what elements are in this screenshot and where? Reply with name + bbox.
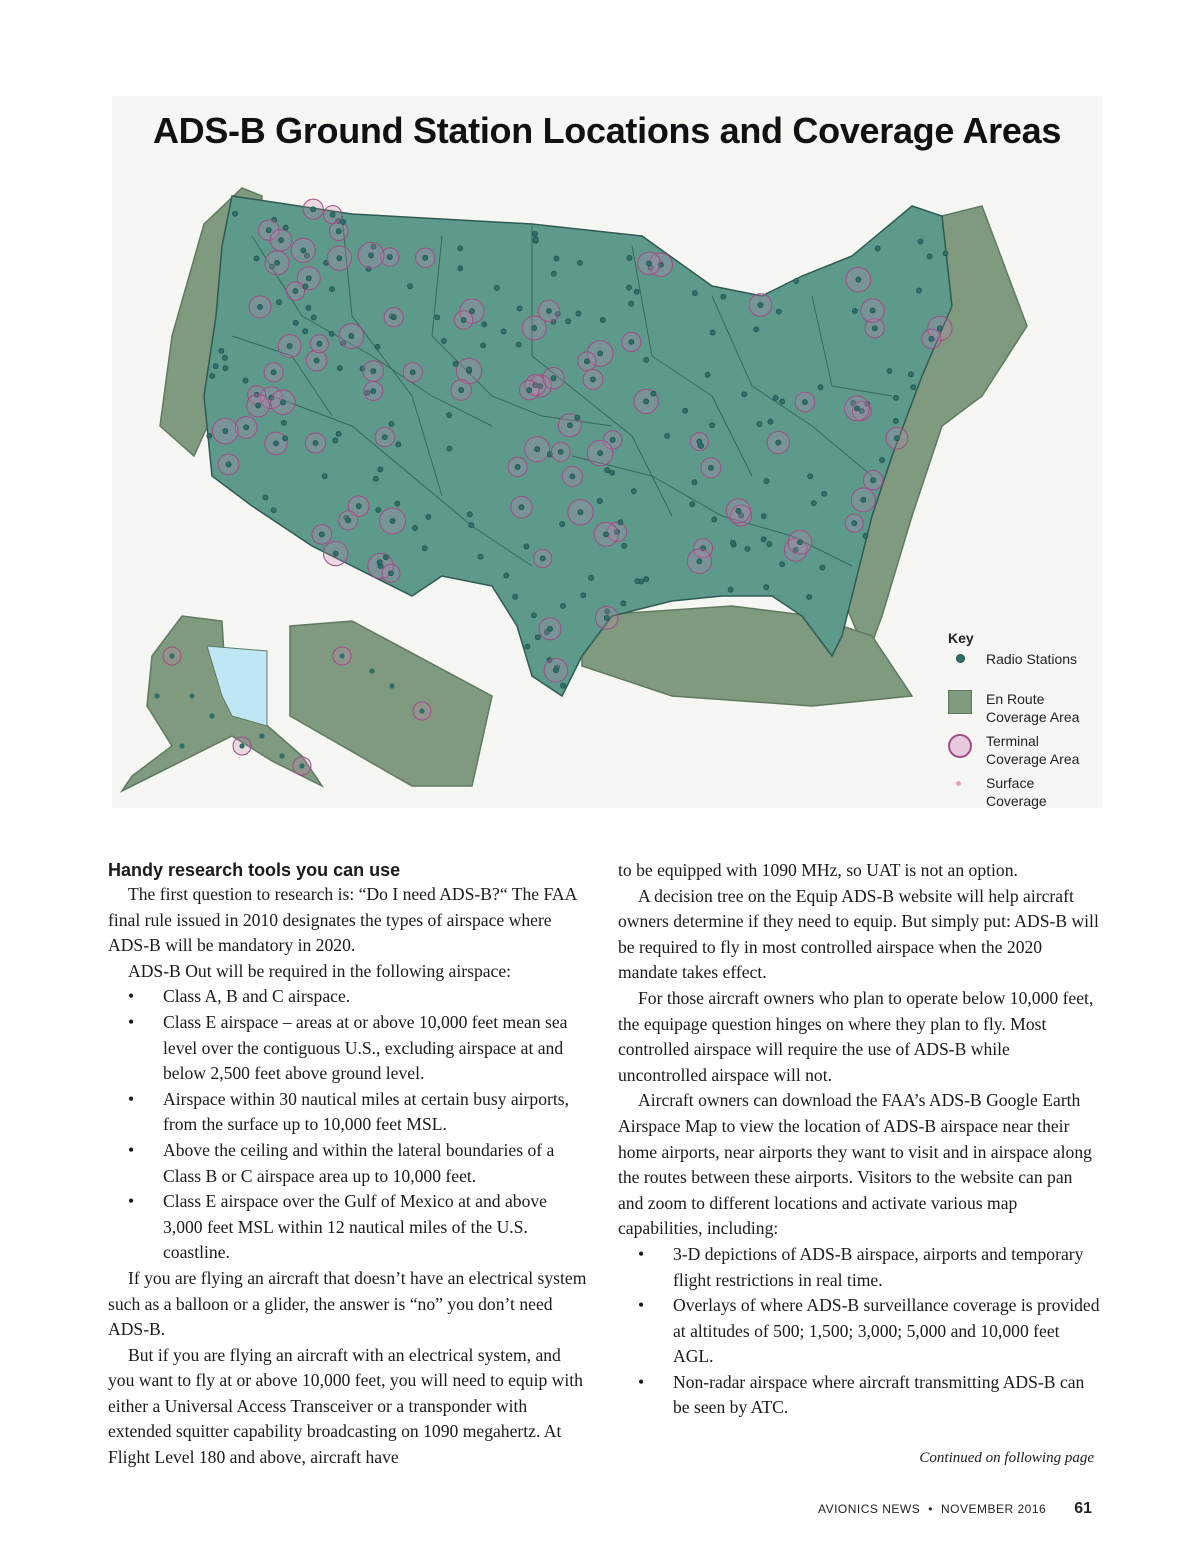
radio-station-dot (179, 743, 184, 748)
paragraph: The first question to research is: “Do I need ADS-B?“ The FAA final rule issued in 2010 designates the types of airspace where ADS-B will be mandatory in 2020. (108, 884, 577, 956)
radio-station-dot (239, 743, 244, 748)
publication-name: AVIONICS NEWS (817, 1502, 921, 1516)
radio-station-dot (780, 399, 785, 404)
radio-station-dot (391, 315, 396, 320)
article-left-column (108, 858, 588, 1471)
radio-station-dot (535, 635, 540, 640)
radio-station-dot (283, 225, 288, 230)
radio-station-dot (567, 423, 572, 428)
radio-station-dot (627, 255, 632, 260)
radio-station-dot (554, 256, 559, 261)
radio-station-dot (396, 442, 401, 447)
paragraph: A decision tree on the Equip ADS-B website will help aircraft owners determine if they need to equip. But simply put: ADS-B will be required to fly in most controlled airspace when the 2020 mandate takes effect. (618, 885, 1099, 983)
radio-station-dot (943, 251, 948, 256)
radio-station-dot (516, 342, 521, 347)
radio-station-dot (916, 288, 921, 293)
radio-station-dot (576, 311, 581, 316)
radio-station-dot (303, 284, 308, 289)
radio-station-dot (395, 501, 400, 506)
radio-station-dot (600, 317, 605, 322)
radio-station-dot (622, 543, 627, 548)
radio-station-dot (306, 276, 311, 281)
page-footer (818, 1500, 1092, 1518)
radio-station-dot (279, 753, 284, 758)
en-route-area-swatch-icon (948, 690, 972, 714)
radio-station-dot (447, 446, 452, 451)
hawaii-coverage-area (290, 621, 492, 786)
radio-station-dot (758, 302, 763, 307)
radio-station-dot (875, 246, 880, 251)
radio-station-dot (644, 577, 649, 582)
radio-station-dot (243, 378, 248, 383)
list-item: • Class A, B and C airspace. (108, 984, 588, 1010)
paragraph: to be equipped with 1090 MHz, so UAT is not an option. (618, 860, 1018, 880)
radio-station-dot (690, 502, 695, 507)
radio-station-dot (683, 408, 688, 413)
radio-station-dot (423, 255, 428, 260)
radio-station-dot (754, 327, 759, 332)
radio-station-dot (570, 474, 575, 479)
radio-station-dot (377, 560, 382, 565)
legend-label: Radio Stations (986, 651, 1078, 667)
list-item: • 3-D depictions of ADS-B airspace, airports and temporary flight restrictions in real time. (618, 1242, 1100, 1293)
bullet-list (108, 984, 588, 1266)
legend-label: Surface Coverage (986, 775, 1047, 809)
radio-station-dot (708, 465, 713, 470)
radio-station-dot (299, 763, 304, 768)
radio-station-dot (558, 449, 563, 454)
radio-station-dot (730, 540, 735, 545)
radio-station-dot (301, 248, 306, 253)
list-item: • Overlays of where ADS-B surveillance coverage is provided at altitudes of 500; 1,500; 3,000; 5,000 and 10,000 feet AGL. (618, 1293, 1100, 1370)
paragraph: If you are flying an aircraft that doesn’t have an electrical system such as a balloon or a glider, the answer is “no” you don’t need ADS-B. (108, 1267, 587, 1340)
radio-station-dot (257, 304, 262, 309)
radio-station-dot (419, 708, 424, 713)
radio-station-dot (369, 668, 374, 673)
radio-station-dot (551, 271, 556, 276)
list-item: • Class E airspace over the Gulf of Mexico at and above 3,000 feet MSL within 12 nautical miles of the U.S. coastline. (108, 1189, 588, 1266)
radio-station-dot (337, 365, 342, 370)
radio-station-dot (244, 425, 249, 430)
radio-station-dot (644, 399, 649, 404)
radio-station-dot (728, 587, 733, 592)
radio-station-dot (276, 300, 281, 305)
radio-station-dot (278, 238, 283, 243)
radio-station-dot (524, 544, 529, 549)
radio-station-dot (894, 436, 899, 441)
radio-station-dot (330, 212, 335, 217)
radio-station-dot (802, 399, 807, 404)
radio-station-dot (581, 593, 586, 598)
radio-station-dot (223, 428, 228, 433)
radio-station-dot (745, 546, 750, 551)
radio-station-dot (333, 551, 338, 556)
paragraph: ADS-B Out will be required in the following airspace: (128, 960, 512, 981)
radio-station-dot (697, 559, 702, 564)
radio-station-dot (469, 522, 474, 527)
radio-station-dot (535, 447, 540, 452)
radio-station-dot (293, 288, 298, 293)
radio-station-dot (389, 421, 394, 426)
radio-station-dot (546, 308, 551, 313)
radio-station-dot (435, 315, 440, 320)
radio-station-dot (226, 462, 231, 467)
radio-station-dot (322, 474, 327, 479)
section-heading: Handy research tools you can use (108, 860, 401, 880)
radio-station-dot (482, 322, 487, 327)
list-item: • Airspace within 30 nautical miles at certain busy airports, from the surface up to 10,000 feet MSL. (108, 1087, 588, 1138)
radio-station-dot (481, 343, 486, 348)
radio-station-dot (387, 254, 392, 259)
radio-station-dot (818, 385, 823, 390)
radio-station-dot (527, 388, 532, 393)
radio-station-dot (598, 351, 603, 356)
footer-separator: • (928, 1502, 933, 1516)
radio-station-dot (721, 294, 726, 299)
surface-coverage-dot-icon (956, 781, 961, 786)
radio-station-dot (303, 329, 308, 334)
radio-station-dot (336, 229, 341, 234)
radio-station-dot (532, 231, 537, 236)
radio-station-dot (927, 254, 932, 259)
radio-station-dot (410, 370, 415, 375)
radio-station-dot (383, 555, 388, 560)
page-number: 61 (1074, 1500, 1092, 1517)
radio-station-dot (388, 571, 393, 576)
radio-station-dot (644, 357, 649, 362)
radio-station-dot (807, 594, 812, 599)
radio-station-dot (605, 468, 610, 473)
radio-station-dot (629, 339, 634, 344)
radio-station-dot (560, 521, 565, 526)
radio-station-dot (618, 520, 623, 525)
radio-station-dot (446, 413, 451, 418)
radio-station-dot (346, 518, 351, 523)
radio-station-dot (373, 476, 378, 481)
radio-station-dot (767, 541, 772, 546)
radio-station-dot (525, 644, 530, 649)
radio-station-dot (154, 693, 159, 698)
radio-station-dot (598, 451, 603, 456)
radio-station-dot (333, 438, 338, 443)
radio-station-dot (494, 285, 499, 290)
legend-title: Key (948, 630, 974, 646)
radio-station-dot (459, 387, 464, 392)
radio-station-dot (820, 565, 825, 570)
radio-station-dot (710, 330, 715, 335)
radio-station-dot (293, 320, 298, 325)
radio-station-dot (709, 423, 714, 428)
radio-station-dot (553, 668, 558, 673)
radio-station-dot (271, 370, 276, 375)
radio-station-dot (378, 467, 383, 472)
radio-station-dot (207, 433, 212, 438)
radio-station-dot (854, 406, 859, 411)
radio-station-dot (918, 239, 923, 244)
radio-station-dot (513, 594, 518, 599)
radio-station-dot (863, 533, 868, 538)
radio-station-dot (761, 537, 766, 542)
radio-station-dot (458, 246, 463, 251)
radio-station-dot (371, 388, 376, 393)
radio-station-dot (811, 501, 816, 506)
radio-station-dot (634, 289, 639, 294)
radio-station-dot (209, 713, 214, 718)
radio-station-dot (371, 368, 376, 373)
legend-item-terminal (948, 732, 1098, 768)
radio-station-dot (577, 260, 582, 265)
radio-station-dot (665, 433, 670, 438)
issue-year: 2016 (1017, 1502, 1047, 1516)
radio-station-dot (478, 554, 483, 559)
radio-station-dot (893, 395, 898, 400)
radio-station-dot (651, 391, 656, 396)
radio-station-dot (566, 319, 571, 324)
radio-station-dot (210, 373, 215, 378)
radio-station-dot (610, 437, 615, 442)
radio-station-dot (287, 343, 292, 348)
radio-station-dot (356, 504, 361, 509)
radio-station-dot (266, 228, 271, 233)
article-right-column (618, 858, 1100, 1421)
radio-station-dot (712, 517, 717, 522)
radio-station-dot (578, 510, 583, 515)
radio-station-dot (929, 336, 934, 341)
radio-station-dot (375, 344, 380, 349)
radio-station-dot (341, 219, 346, 224)
legend-item-en-route (948, 690, 1098, 726)
radio-station-dot (764, 478, 769, 483)
radio-station-dot (887, 368, 892, 373)
radio-station-dot (519, 505, 524, 510)
radio-station-dot (337, 256, 342, 261)
radio-station-dot (329, 286, 334, 291)
list-item: • Above the ceiling and within the lateral boundaries of a Class B or C airspace area up to 10,000 feet. (108, 1138, 588, 1189)
legend-item-radio-stations (948, 650, 1098, 684)
radio-station-dot (692, 480, 697, 485)
radio-station-dot (780, 562, 785, 567)
radio-station-dot (223, 365, 228, 370)
radio-station-dot (705, 372, 710, 377)
radio-station-dot (232, 211, 237, 216)
radio-station-dot (584, 359, 589, 364)
radio-station-dot (893, 418, 898, 423)
radio-station-dot (560, 683, 565, 688)
radio-station-dot (532, 325, 537, 330)
radio-station-dot (533, 236, 538, 241)
radio-station-dot (575, 415, 580, 420)
radio-station-dot (314, 358, 319, 363)
legend-label: En Route Coverage Area (986, 691, 1080, 725)
radio-station-dot (407, 284, 412, 289)
radio-station-dot (794, 278, 799, 283)
radio-station-dot (283, 436, 288, 441)
legend-item-surface (948, 774, 1098, 810)
radio-station-dot (515, 464, 520, 469)
radio-station-dot (311, 315, 316, 320)
radio-station-dot (911, 385, 916, 390)
list-item: • Non-radar airspace where aircraft transmitting ADS-B can be seen by ATC. (618, 1370, 1100, 1421)
radio-station-dot (467, 512, 472, 517)
radio-station-dot (441, 338, 446, 343)
radio-station-dot (908, 372, 913, 377)
radio-station-dot (369, 253, 374, 258)
radio-station-dot (852, 521, 857, 526)
radio-station-dot (560, 603, 565, 608)
radio-station-dot (169, 653, 174, 658)
radio-station-dot (453, 361, 458, 366)
radio-station-dot (222, 355, 227, 360)
radio-station-dot (742, 392, 747, 397)
paragraph: But if you are flying an aircraft with an electrical system, and you want to fly at or above 10,000 feet, you will need to equip with either a Universal Access Transceiver or a transponder with extended squitter capability broadcasting on 1090 megahertz. At Flight Level 180 and above, aircraft have (108, 1344, 583, 1468)
radio-station-dot (699, 443, 704, 448)
radio-station-dot (736, 508, 741, 513)
radio-station-dot (254, 256, 259, 261)
paragraph: Aircraft owners can download the FAA’s ADS-B Google Earth Airspace Map to view the location of ADS-B airspace near their home airports, near airports they want to visit and in airspace along the routes between these airports. Visitors to the website can pan and zoom to different locations and activate various map capabilities, including: (618, 1090, 1092, 1239)
radio-station-dot (879, 457, 884, 462)
issue-month: NOVEMBER (940, 1502, 1014, 1516)
radio-station-dot (797, 540, 802, 545)
radio-station-dot (776, 309, 781, 314)
radio-station-dot (761, 514, 766, 519)
radio-station-dot (937, 326, 942, 331)
map-figure (112, 96, 1102, 808)
radio-station-dot (422, 546, 427, 551)
radio-station-dot (281, 420, 286, 425)
radio-station-dot (551, 376, 556, 381)
radio-station-dot (776, 440, 781, 445)
radio-station-dot (603, 532, 608, 537)
radio-station-dot (271, 508, 276, 513)
radio-station-dot (768, 419, 773, 424)
radio-station-dot (871, 478, 876, 483)
radio-station-dot (692, 290, 697, 295)
radio-station-dot (872, 326, 877, 331)
radio-station-dot (382, 434, 387, 439)
radio-station-dot (336, 431, 341, 436)
radio-station-dot (311, 207, 316, 212)
radio-station-dot (319, 532, 324, 537)
continued-note: Continued on following page (919, 1450, 1094, 1466)
radio-station-dot (597, 498, 602, 503)
radio-station-dot (629, 301, 634, 306)
radio-station-dot (764, 585, 769, 590)
list-item: • Class E airspace – areas at or above 10,000 feet mean sea level over the contiguous U.S., excluding airspace at and below 2,500 feet above ground level. (108, 1010, 588, 1087)
radio-station-dot (531, 613, 536, 618)
radio-station-dot (646, 261, 651, 266)
radio-station-dot (273, 441, 278, 446)
radio-station-dot (540, 556, 545, 561)
radio-station-dot (822, 491, 827, 496)
radio-station-dot (504, 573, 509, 578)
radio-station-dot-icon (956, 654, 965, 663)
radio-station-dot (458, 266, 463, 271)
radio-station-dot (604, 615, 609, 620)
radio-station-dot (808, 474, 813, 479)
radio-station-dot (317, 341, 322, 346)
radio-station-dot (852, 308, 857, 313)
radio-station-dot (339, 653, 344, 658)
radio-station-dot (213, 364, 218, 369)
radio-station-dot (856, 277, 861, 282)
radio-station-dot (219, 348, 224, 353)
radio-station-dot (626, 285, 631, 290)
radio-station-dot (590, 377, 595, 382)
bullet-list (618, 1242, 1100, 1421)
radio-station-dot (274, 260, 279, 265)
map-legend (948, 630, 1098, 816)
radio-station-dot (259, 733, 264, 738)
radio-station-dot (389, 683, 394, 688)
radio-station-dot (306, 305, 311, 310)
radio-station-dot (609, 470, 614, 475)
radio-station-dot (773, 395, 778, 400)
radio-station-dot (870, 308, 875, 313)
radio-station-dot (547, 626, 552, 631)
radio-station-dot (461, 317, 466, 322)
radio-station-dot (635, 578, 640, 583)
radio-station-dot (349, 333, 354, 338)
radio-station-dot (517, 306, 522, 311)
radio-station-dot (466, 367, 471, 372)
radio-station-dot (329, 331, 334, 336)
map-title: ADS-B Ground Station Locations and Coverage Areas (152, 110, 1062, 151)
radio-station-dot (426, 514, 431, 519)
radio-station-dot (621, 601, 626, 606)
legend-label: Terminal Coverage Area (986, 733, 1080, 767)
radio-station-dot (280, 400, 285, 405)
radio-station-dot (631, 489, 636, 494)
radio-station-dot (256, 403, 261, 408)
terminal-area-ring-icon (948, 734, 972, 758)
radio-station-dot (757, 422, 762, 427)
paragraph: For those aircraft owners who plan to operate below 10,000 feet, the equipage question hinges on where they plan to fly. Most controlled airspace will require the use of ADS-B while uncontrolled airspace will not. (618, 987, 1094, 1085)
radio-station-dot (861, 497, 866, 502)
radio-station-dot (501, 329, 506, 334)
radio-station-dot (412, 525, 417, 530)
radio-station-dot (376, 507, 381, 512)
radio-station-dot (189, 693, 194, 698)
radio-station-dot (588, 575, 593, 580)
radio-station-dot (263, 495, 268, 500)
radio-station-dot (390, 518, 395, 523)
radio-station-dot (313, 440, 318, 445)
